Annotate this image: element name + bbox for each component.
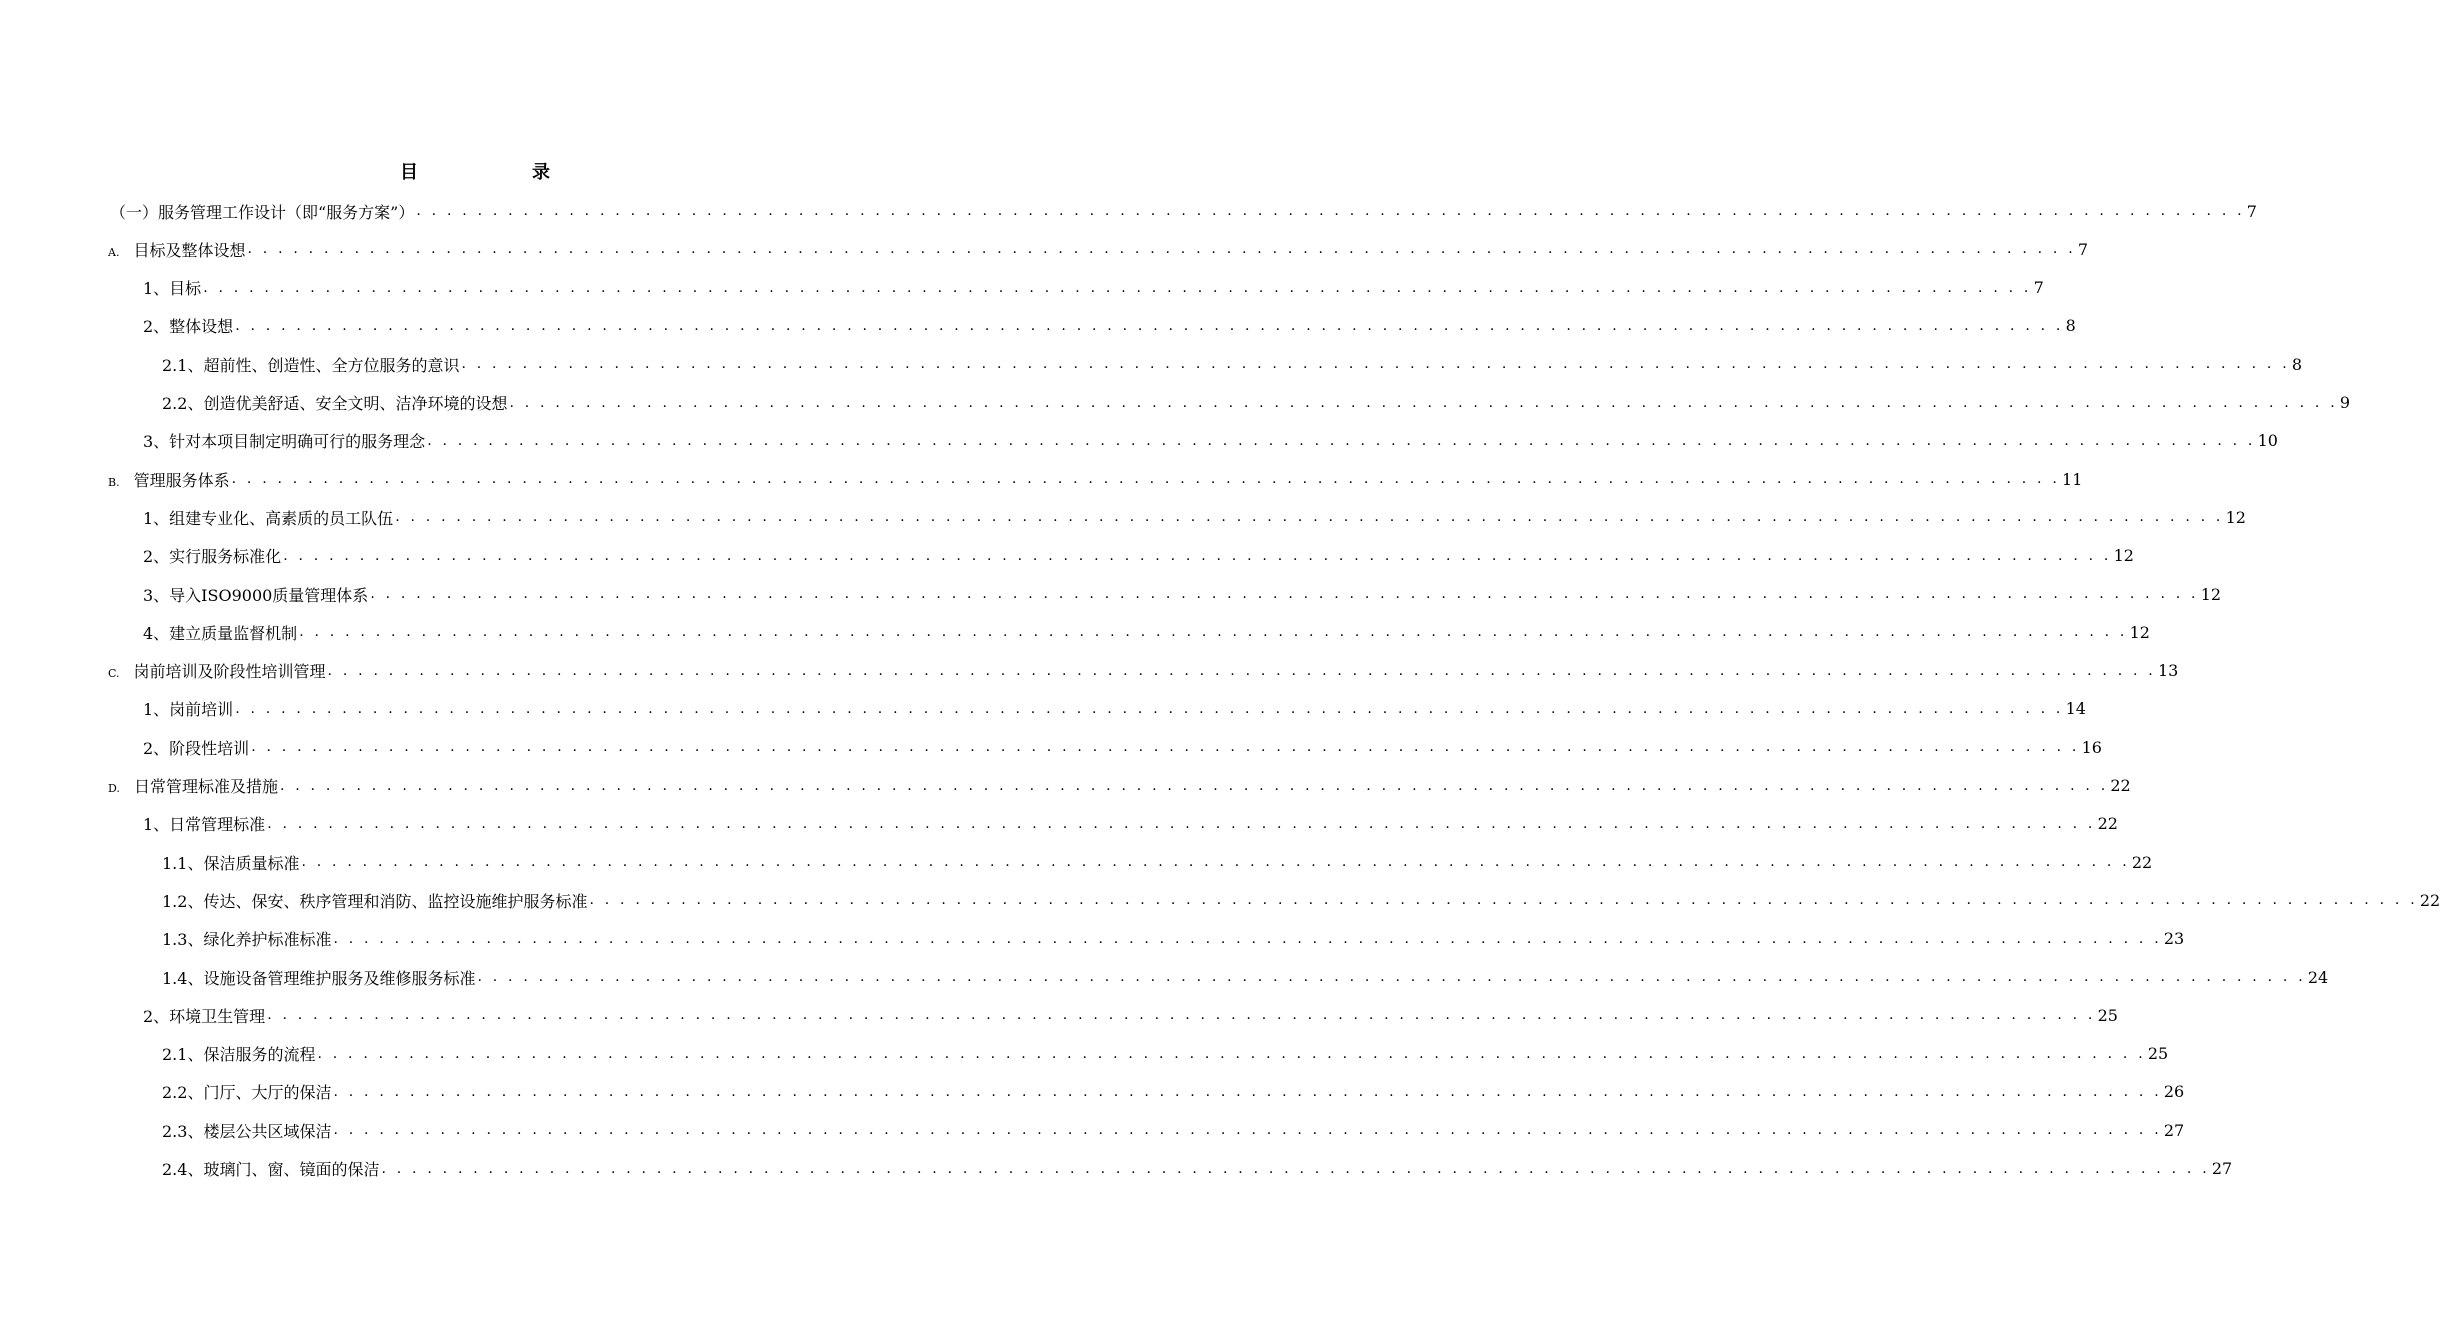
- toc-entry-label: 2.4、玻璃门、窗、镜面的保洁: [162, 1160, 380, 1179]
- toc-page-number: 27: [2163, 1120, 2185, 1140]
- toc-leader-dots: . . . . . . . . . . . . . . . . . . . . . . . . . . . . . . . . . . . . . . . . . . . . . . . . . . . . . . . . . . . . . . . . . . . . . . . . . . . . . . . . . . . . . . . . . . . . . . . . . . . . . . . . . . . . . . . . . . . . . . . .: [509, 394, 2338, 411]
- toc-entry[interactable]: [108, 656, 2179, 686]
- toc-entry[interactable]: [143, 1000, 2118, 1030]
- toc-entry[interactable]: [143, 426, 2278, 456]
- toc-title: 目 录: [400, 162, 598, 183]
- toc-entry[interactable]: [143, 541, 2134, 571]
- toc-page-number: 7: [2077, 239, 2089, 259]
- toc-entry-title: [143, 697, 233, 720]
- toc-entry-label: 日常管理标准及措施: [133, 777, 278, 796]
- toc-leader-dots: . . . . . . . . . . . . . . . . . . . . . . . . . . . . . . . . . . . . . . . . . . . . . . . . . . . . . . . . . . . . . . . . . . . . . . . . . . . . . . . . . . . . . . . . . . . . . . . . . . . . . . . . . . . . . . . . . . . . . . . .: [477, 969, 2306, 985]
- toc-entry[interactable]: [162, 1154, 2233, 1184]
- toc-entry-label: 2.1、超前性、创造性、全方位服务的意识: [162, 355, 460, 375]
- toc-entry-title: [162, 1157, 379, 1180]
- toc-entry-title: [143, 621, 297, 644]
- toc-page-number: 14: [2065, 699, 2086, 719]
- toc-page-number: 22: [2097, 814, 2118, 834]
- toc-page-number: 27: [2211, 1159, 2233, 1178]
- toc-page-number: 25: [2147, 1044, 2169, 1064]
- toc-page-number: 12: [2129, 622, 2150, 642]
- toc-entry-label: 2.3、楼层公共区域保洁: [162, 1121, 332, 1141]
- toc-entry-title: [110, 200, 414, 223]
- toc-leader-dots: . . . . . . . . . . . . . . . . . . . . . . . . . . . . . . . . . . . . . . . . . . . . . . . . . . . . . . . . . . . . . . . . . . . . . . . . . . . . . . . . . . . . . . . . . . . . . . . . . . . . . . . . . . . . . . . . . . . . . . . .: [333, 1083, 2162, 1100]
- toc-page-number: 12: [2113, 546, 2134, 566]
- toc-entry-label: 2.2、创造优美舒适、安全文明、洁净环境的设想: [162, 394, 508, 413]
- toc-entry[interactable]: [143, 311, 2076, 341]
- toc-entry-title: [162, 889, 587, 912]
- toc-entry-label: 2、整体设想: [143, 317, 234, 337]
- toc-entry-label: 3、导入ISO9000质量管理体系: [143, 585, 369, 605]
- toc-entry-title: [143, 1004, 265, 1027]
- toc-entry[interactable]: [108, 234, 2089, 264]
- toc-entry-title: [162, 851, 299, 874]
- toc-page-number: 12: [2200, 584, 2222, 604]
- toc-entry-label: 1.4、设施设备管理维护服务及维修服务标准: [162, 968, 476, 988]
- toc-entry[interactable]: [162, 1077, 2185, 1107]
- toc-leader-dots: . . . . . . . . . . . . . . . . . . . . . . . . . . . . . . . . . . . . . . . . . . . . . . . . . . . . . . . . . . . . . . . . . . . . . . . . . . . . . . . . . . . . . . . . . . . . . . . . . . . . . . . . . . . . . . . . . . . . . . . .: [299, 624, 2128, 641]
- toc-entry-title: [162, 1080, 331, 1103]
- toc-entry-title: [143, 812, 265, 835]
- toc-entry[interactable]: [108, 771, 2131, 801]
- toc-entry-label: 2、阶段性培训: [143, 738, 250, 758]
- toc-entry-label: 2.2、门厅、大厅的保洁: [162, 1083, 332, 1103]
- toc-entry-label: 1.3、绿化养护标准标准: [162, 930, 332, 950]
- toc-entry-label: 3、针对本项目制定明确可行的服务理念: [143, 432, 426, 452]
- toc-entry-label: 1、目标: [143, 279, 202, 299]
- toc-entry-label: 1、组建专业化、高素质的员工队伍: [143, 508, 394, 528]
- toc-entry-title: [162, 927, 331, 950]
- toc-page-number: 7: [2033, 278, 2044, 298]
- toc-entry-prefix: B.: [108, 475, 120, 489]
- toc-entry-title: [143, 429, 425, 452]
- toc-entry-title: [108, 468, 230, 491]
- toc-leader-dots: . . . . . . . . . . . . . . . . . . . . . . . . . . . . . . . . . . . . . . . . . . . . . . . . . . . . . . . . . . . . . . . . . . . . . . . . . . . . . . . . . . . . . . . . . . . . . . . . . . . . . . . . . . . . . . . . . . . . . . . .: [427, 432, 2256, 449]
- toc-leader-dots: . . . . . . . . . . . . . . . . . . . . . . . . . . . . . . . . . . . . . . . . . . . . . . . . . . . . . . . . . . . . . . . . . . . . . . . . . . . . . . . . . . . . . . . . . . . . . . . . . . . . . . . . . . . . . . . . . . . . . . . .: [461, 356, 2290, 373]
- toc-entry-label: 2、实行服务标准化: [143, 547, 282, 567]
- toc-leader-dots: . . . . . . . . . . . . . . . . . . . . . . . . . . . . . . . . . . . . . . . . . . . . . . . . . . . . . . . . . . . . . . . . . . . . . . . . . . . . . . . . . . . . . . . . . . . . . . . . . . . . . . . . . . . . . . . . . . . . . . . .: [279, 777, 2109, 794]
- toc-leader-dots: . . . . . . . . . . . . . . . . . . . . . . . . . . . . . . . . . . . . . . . . . . . . . . . . . . . . . . . . . . . . . . . . . . . . . . . . . . . . . . . . . . . . . . . . . . . . . . . . . . . . . . . . . . . . . . . . . . . . . . . .: [203, 279, 2032, 296]
- toc-entry[interactable]: [143, 617, 2150, 647]
- toc-entry[interactable]: [143, 502, 2246, 532]
- toc-entry-prefix: D.: [108, 782, 120, 795]
- toc-leader-dots: . . . . . . . . . . . . . . . . . . . . . . . . . . . . . . . . . . . . . . . . . . . . . . . . . . . . . . . . . . . . . . . . . . . . . . . . . . . . . . . . . . . . . . . . . . . . . . . . . . . . . . . . . . . . . . . . . . . . . . . .: [283, 547, 2112, 564]
- toc-entry-title: [108, 774, 278, 797]
- toc-page-number: 22: [2419, 890, 2440, 910]
- toc-entry[interactable]: [162, 885, 2440, 915]
- toc-entry[interactable]: [143, 579, 2222, 609]
- toc-entry-title: [143, 736, 249, 759]
- toc-entry[interactable]: [110, 196, 2257, 226]
- toc-leader-dots: . . . . . . . . . . . . . . . . . . . . . . . . . . . . . . . . . . . . . . . . . . . . . . . . . . . . . . . . . . . . . . . . . . . . . . . . . . . . . . . . . . . . . . . . . . . . . . . . . . . . . . . . . . . . . . . . . . . . . . . .: [416, 203, 2245, 219]
- toc-page-number: 13: [2157, 661, 2179, 681]
- toc-entry-title: [162, 966, 475, 989]
- toc-entry-label: 1.1、保洁质量标准: [162, 853, 300, 873]
- toc-leader-dots: . . . . . . . . . . . . . . . . . . . . . . . . . . . . . . . . . . . . . . . . . . . . . . . . . . . . . . . . . . . . . . . . . . . . . . . . . . . . . . . . . . . . . . . . . . . . . . . . . . . . . . . . . . . . . . . . . . . . . . . .: [589, 892, 2418, 909]
- toc-entry-label: 4、建立质量监督机制: [143, 623, 298, 643]
- toc-page-number: 26: [2163, 1082, 2185, 1102]
- toc-leader-dots: . . . . . . . . . . . . . . . . . . . . . . . . . . . . . . . . . . . . . . . . . . . . . . . . . . . . . . . . . . . . . . . . . . . . . . . . . . . . . . . . . . . . . . . . . . . . . . . . . . . . . . . . . . . . . . . . . . . . . . . .: [333, 1122, 2162, 1139]
- toc-entry[interactable]: [143, 809, 2118, 839]
- toc-leader-dots: . . . . . . . . . . . . . . . . . . . . . . . . . . . . . . . . . . . . . . . . . . . . . . . . . . . . . . . . . . . . . . . . . . . . . . . . . . . . . . . . . . . . . . . . . . . . . . . . . . . . . . . . . . . . . . . . . . . . . . . .: [231, 471, 2061, 488]
- toc-leader-dots: . . . . . . . . . . . . . . . . . . . . . . . . . . . . . . . . . . . . . . . . . . . . . . . . . . . . . . . . . . . . . . . . . . . . . . . . . . . . . . . . . . . . . . . . . . . . . . . . . . . . . . . . . . . . . . . . . . . . . . . .: [301, 854, 2130, 871]
- toc-entry[interactable]: [162, 847, 2153, 877]
- toc-entry-title: [108, 238, 245, 261]
- toc-leader-dots: . . . . . . . . . . . . . . . . . . . . . . . . . . . . . . . . . . . . . . . . . . . . . . . . . . . . . . . . . . . . . . . . . . . . . . . . . . . . . . . . . . . . . . . . . . . . . . . . . . . . . . . . . . . . . . . . . . . . . . . .: [317, 1045, 2146, 1062]
- toc-entry-title: [162, 1042, 315, 1065]
- toc-entry-title: [162, 391, 507, 414]
- toc-page-number: 24: [2307, 967, 2329, 987]
- toc-page-number: 22: [2131, 852, 2153, 872]
- toc-entry-label: 1、日常管理标准: [143, 815, 266, 835]
- toc-page-number: 8: [2291, 354, 2303, 374]
- toc-entry-label: 管理服务体系: [133, 470, 230, 490]
- toc-leader-dots: . . . . . . . . . . . . . . . . . . . . . . . . . . . . . . . . . . . . . . . . . . . . . . . . . . . . . . . . . . . . . . . . . . . . . . . . . . . . . . . . . . . . . . . . . . . . . . . . . . . . . . . . . . . . . . . . . . . . . . . .: [267, 815, 2096, 832]
- toc-leader-dots: . . . . . . . . . . . . . . . . . . . . . . . . . . . . . . . . . . . . . . . . . . . . . . . . . . . . . . . . . . . . . . . . . . . . . . . . . . . . . . . . . . . . . . . . . . . . . . . . . . . . . . . . . . . . . . . . . . . . . . . .: [247, 241, 2076, 258]
- toc-entry-title: [143, 276, 201, 299]
- toc-entry[interactable]: [162, 962, 2329, 992]
- toc-entry[interactable]: [143, 273, 2044, 303]
- toc-entry[interactable]: [162, 1115, 2185, 1145]
- toc-entry-prefix: C.: [108, 667, 120, 681]
- toc-page-number: 7: [2246, 201, 2257, 221]
- toc-entry-label: 1、岗前培训: [143, 700, 234, 720]
- toc-entry[interactable]: [162, 349, 2303, 379]
- toc-page-number: 12: [2225, 507, 2246, 527]
- toc-entry-label: 2、环境卫生管理: [143, 1006, 266, 1026]
- toc-page-number: 23: [2163, 929, 2185, 949]
- toc-page-number: 11: [2062, 469, 2083, 489]
- toc-entry-title: [143, 506, 393, 529]
- toc-leader-dots: . . . . . . . . . . . . . . . . . . . . . . . . . . . . . . . . . . . . . . . . . . . . . . . . . . . . . . . . . . . . . . . . . . . . . . . . . . . . . . . . . . . . . . . . . . . . . . . . . . . . . . . . . . . . . . . . . . . . . . . .: [251, 739, 2080, 756]
- toc-entry-title: [162, 353, 459, 376]
- toc-entry-title: [143, 544, 281, 567]
- toc-entry[interactable]: [108, 464, 2083, 494]
- toc-entry-title: [143, 583, 368, 606]
- toc-leader-dots: . . . . . . . . . . . . . . . . . . . . . . . . . . . . . . . . . . . . . . . . . . . . . . . . . . . . . . . . . . . . . . . . . . . . . . . . . . . . . . . . . . . . . . . . . . . . . . . . . . . . . . . . . . . . . . . . . . . . . . . .: [333, 930, 2162, 947]
- toc-entry[interactable]: [162, 388, 2351, 418]
- toc-entry-prefix: A.: [108, 245, 120, 259]
- toc-entry-label: （一）服务管理工作设计（即“服务方案”）: [110, 202, 415, 222]
- toc-entry-title: [108, 659, 326, 682]
- toc-entry-title: [143, 314, 233, 337]
- toc-leader-dots: . . . . . . . . . . . . . . . . . . . . . . . . . . . . . . . . . . . . . . . . . . . . . . . . . . . . . . . . . . . . . . . . . . . . . . . . . . . . . . . . . . . . . . . . . . . . . . . . . . . . . . . . . . . . . . . . . . . . . . . .: [267, 1007, 2096, 1024]
- toc-entry-label: 目标及整体设想: [133, 240, 246, 260]
- toc-entry[interactable]: [143, 732, 2102, 762]
- toc-page-number: 10: [2257, 431, 2278, 451]
- toc-entry[interactable]: [143, 694, 2086, 724]
- toc-page-number: 9: [2339, 393, 2351, 412]
- toc-entry-label: 岗前培训及阶段性培训管理: [133, 662, 326, 682]
- toc-leader-dots: . . . . . . . . . . . . . . . . . . . . . . . . . . . . . . . . . . . . . . . . . . . . . . . . . . . . . . . . . . . . . . . . . . . . . . . . . . . . . . . . . . . . . . . . . . . . . . . . . . . . . . . . . . . . . . . . . . . . . . . .: [370, 586, 2199, 602]
- toc-page-number: 22: [2110, 776, 2131, 795]
- toc-entry-label: 1.2、传达、保安、秩序管理和消防、监控设施维护服务标准: [162, 891, 588, 911]
- toc-entry[interactable]: [162, 924, 2185, 954]
- toc-leader-dots: . . . . . . . . . . . . . . . . . . . . . . . . . . . . . . . . . . . . . . . . . . . . . . . . . . . . . . . . . . . . . . . . . . . . . . . . . . . . . . . . . . . . . . . . . . . . . . . . . . . . . . . . . . . . . . . . . . . . . . . .: [327, 662, 2156, 679]
- toc-leader-dots: . . . . . . . . . . . . . . . . . . . . . . . . . . . . . . . . . . . . . . . . . . . . . . . . . . . . . . . . . . . . . . . . . . . . . . . . . . . . . . . . . . . . . . . . . . . . . . . . . . . . . . . . . . . . . . . . . . . . . . . .: [235, 700, 2064, 717]
- toc-page-number: 8: [2065, 316, 2076, 336]
- toc-entry-title: [162, 1119, 331, 1142]
- toc-page-number: 25: [2097, 1005, 2118, 1025]
- toc-leader-dots: . . . . . . . . . . . . . . . . . . . . . . . . . . . . . . . . . . . . . . . . . . . . . . . . . . . . . . . . . . . . . . . . . . . . . . . . . . . . . . . . . . . . . . . . . . . . . . . . . . . . . . . . . . . . . . . . . . . . . . . .: [235, 317, 2064, 334]
- toc-entry-label: 2.1、保洁服务的流程: [162, 1045, 316, 1065]
- toc-leader-dots: . . . . . . . . . . . . . . . . . . . . . . . . . . . . . . . . . . . . . . . . . . . . . . . . . . . . . . . . . . . . . . . . . . . . . . . . . . . . . . . . . . . . . . . . . . . . . . . . . . . . . . . . . . . . . . . . . . . . . . . .: [381, 1160, 2210, 1177]
- toc-page-number: 16: [2081, 737, 2102, 757]
- toc-leader-dots: . . . . . . . . . . . . . . . . . . . . . . . . . . . . . . . . . . . . . . . . . . . . . . . . . . . . . . . . . . . . . . . . . . . . . . . . . . . . . . . . . . . . . . . . . . . . . . . . . . . . . . . . . . . . . . . . . . . . . . . .: [395, 509, 2224, 526]
- toc-entry[interactable]: [162, 1039, 2169, 1069]
